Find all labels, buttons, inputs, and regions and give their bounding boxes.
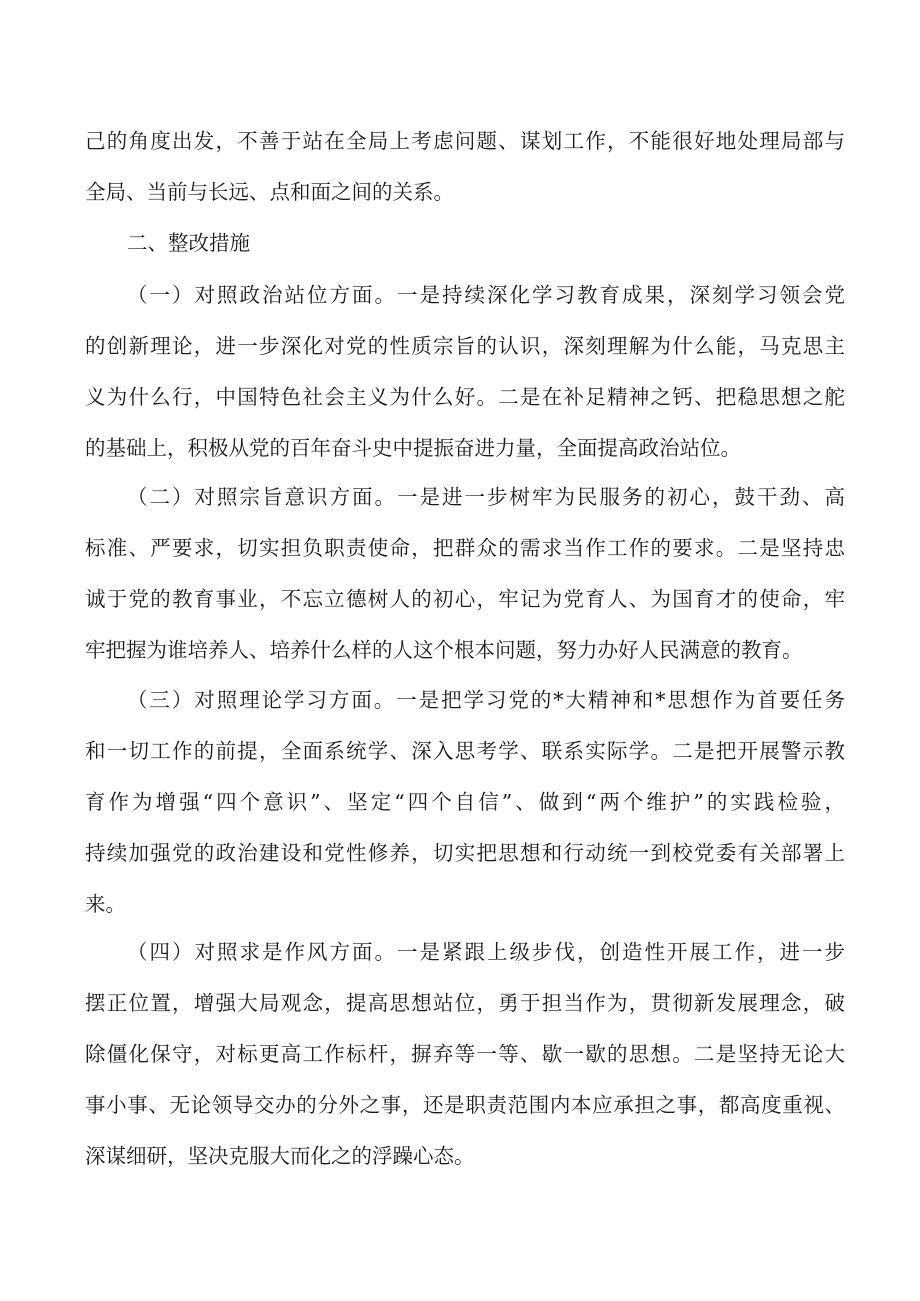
text-line: 全局、当前与长远、点和面之间的关系。 (85, 180, 454, 204)
text-line: 持续加强党的政治建设和党性修养，切实把思想和行动统一到校党委有关部署上 (85, 841, 845, 865)
text-line: 育作为增强“四个意识”、坚定“四个自信”、做到“两个维护”的实践检验， (85, 790, 845, 814)
text-line: 事小事、无论领导交办的分外之事，还是职责范围内本应承担之事，都高度重视、 (85, 1093, 845, 1117)
paragraph-political-stance (85, 270, 845, 474)
text-line: 标准、严要求，切实担负职责使命，把群众的需求当作工作的要求。二是坚持忠 (85, 536, 845, 560)
text-line: 的基础上，积极从党的百年奋斗史中提振奋进力量，全面提高政治站位。 (85, 436, 741, 460)
text-line: 的创新理论，进一步深化对党的性质宗旨的认识，深刻理解为什么能，马克思主 (85, 334, 845, 358)
text-line: 己的角度出发，不善于站在全局上考虑问题、谋划工作，不能很好地处理局部与 (85, 129, 845, 153)
paragraph-work-style (85, 927, 845, 1182)
text-line: 诚于党的教育事业，不忘立德树人的初心，牢记为党育人、为国育才的使命，牢 (85, 587, 845, 611)
text-line: （三）对照理论学习方面。一是把学习党的*大精神和*思想作为首要任务 (127, 688, 845, 712)
text-line: 摆正位置，增强大局观念，提高思想站位，勇于担当作为，贯彻新发展理念，破 (85, 991, 845, 1015)
section-heading (85, 218, 845, 269)
text-line: （二）对照宗旨意识方面。一是进一步树牢为民服务的初心，鼓干劲、高 (127, 485, 845, 509)
text-line: 深谋细研，坚决克服大而化之的浮躁心态。 (85, 1144, 475, 1168)
paragraph-continuation (85, 116, 845, 218)
paragraph-purpose-awareness (85, 472, 845, 676)
text-line: 牢把握为谁培养人、培养什么样的人这个根本问题，努力办好人民满意的教育。 (85, 638, 803, 662)
text-line: 除僵化保守，对标更高工作标杆，摒弃等一等、歇一歇的思想。二是坚持无论大 (85, 1042, 845, 1066)
heading-text: 二、整改措施 (127, 231, 250, 255)
text-line: 来。 (85, 892, 126, 916)
text-line: 和一切工作的前提，全面系统学、深入思考学、联系实际学。二是把开展警示教 (85, 739, 845, 763)
text-line: （四）对照求是作风方面。一是紧跟上级步伐，创造性开展工作，进一步 (127, 940, 845, 964)
paragraph-theory-study (85, 675, 845, 930)
text-line: 义为什么行，中国特色社会主义为什么好。二是在补足精神之钙、把稳思想之舵 (85, 385, 845, 409)
text-line: （一）对照政治站位方面。一是持续深化学习教育成果，深刻学习领会党 (127, 283, 845, 307)
